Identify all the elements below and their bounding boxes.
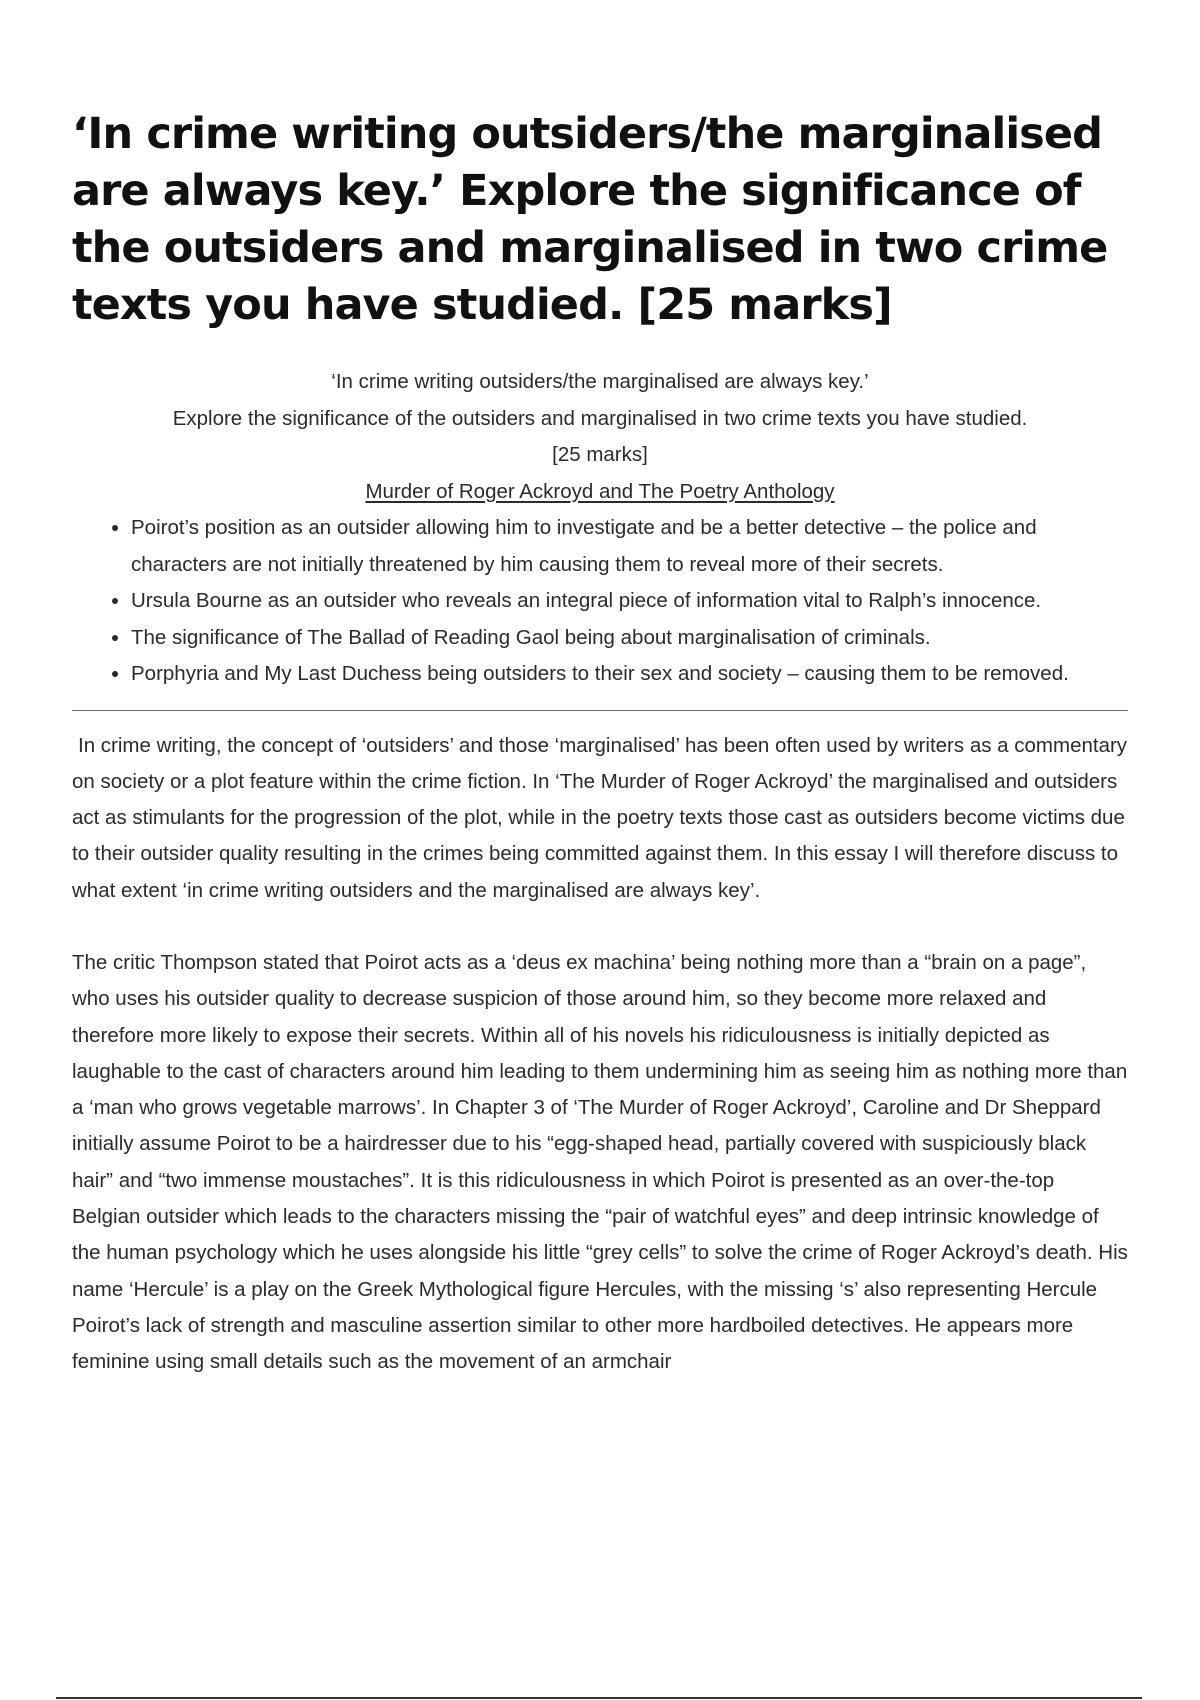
question-quote: ‘In crime writing outsiders/the marginalised are always key.’	[331, 370, 869, 393]
essay-title: ‘In crime writing outsiders/the marginalised are always key.’ Explore the significance of the outsiders and marginalised in two crime texts you have studied. [25 marks]	[72, 109, 1108, 330]
question-marks: [25 marks]	[552, 443, 648, 466]
section-divider	[72, 710, 1128, 711]
essay-body	[72, 728, 1128, 1381]
question-block	[72, 364, 1128, 510]
question-prompt: Explore the significance of the outsiders and marginalised in two crime texts you have studied.	[172, 406, 1028, 430]
plan-item: • Poirot’s position as an outsider allowing him to investigate and be a better detective – the police and characters are not initially threatened by him causing them to reveal more of their secrets.	[131, 510, 1128, 583]
texts-studied: Murder of Roger Ackroyd and The Poetry Anthology	[365, 479, 835, 503]
essay-paragraph-intro: In crime writing, the concept of ‘outsiders’ and those ‘marginalised’ has been often used by writers as a commentary on society or a plot feature within the crime fiction. In ‘The Murder of Roger Ackroyd’ the marginalised and outsiders act as stimulants for the progression of the plot, while in the poetry texts those cast as outsiders become victims due to their outsider quality resulting in the crimes being committed against them. In this essay I will therefore discuss to what extent ‘in crime writing outsiders and the marginalised are always key’.	[72, 733, 1128, 902]
essay-paragraph: The critic Thompson stated that Poirot acts as a ‘deus ex machina’ being nothing more than a “brain on a page”, who uses his outsider quality to decrease suspicion of those around him, so they become more relaxed and therefore more likely to expose their secrets. Within all of his novels his ridiculousness is initially depicted as laughable to the cast of characters around him leading to them undermining him as seeing him as nothing more than a ‘man who grows vegetable marrows’. In Chapter 3 of ‘The Murder of Roger Ackroyd’, Caroline and Dr Sheppard initially assume Poirot to be a hairdresser due to his “egg-shaped head, partially covered with suspiciously black hair” and “two immense moustaches”. It is this ridiculousness in which Poirot is presented as an over-the-top Belgian outsider which leads to the characters missing the “pair of watchful eyes” and deep intrinsic knowledge of the human psychology which he uses alongside his little “grey cells” to solve the crime of Roger Ackroyd’s death. His name ‘Hercule’ is a play on the Greek Mythological figure Hercules, with the missing ‘s’ also representing Hercule Poirot’s lack of strength and masculine assertion similar to other more hardboiled detectives. He appears more feminine using small details such as the movement of an armchair	[72, 950, 1128, 1374]
plan-item: • Ursula Bourne as an outsider who reveals an integral piece of information vital to Ralph’s innocence.	[131, 583, 1128, 620]
plan-item: • Porphyria and My Last Duchess being outsiders to their sex and society – causing them to be removed.	[131, 656, 1128, 693]
page-bottom-rule	[56, 1697, 1142, 1699]
document-page	[72, 106, 1128, 1417]
plan-list	[72, 510, 1128, 693]
plan-item: • The significance of The Ballad of Reading Gaol being about marginalisation of criminals.	[131, 620, 1128, 657]
